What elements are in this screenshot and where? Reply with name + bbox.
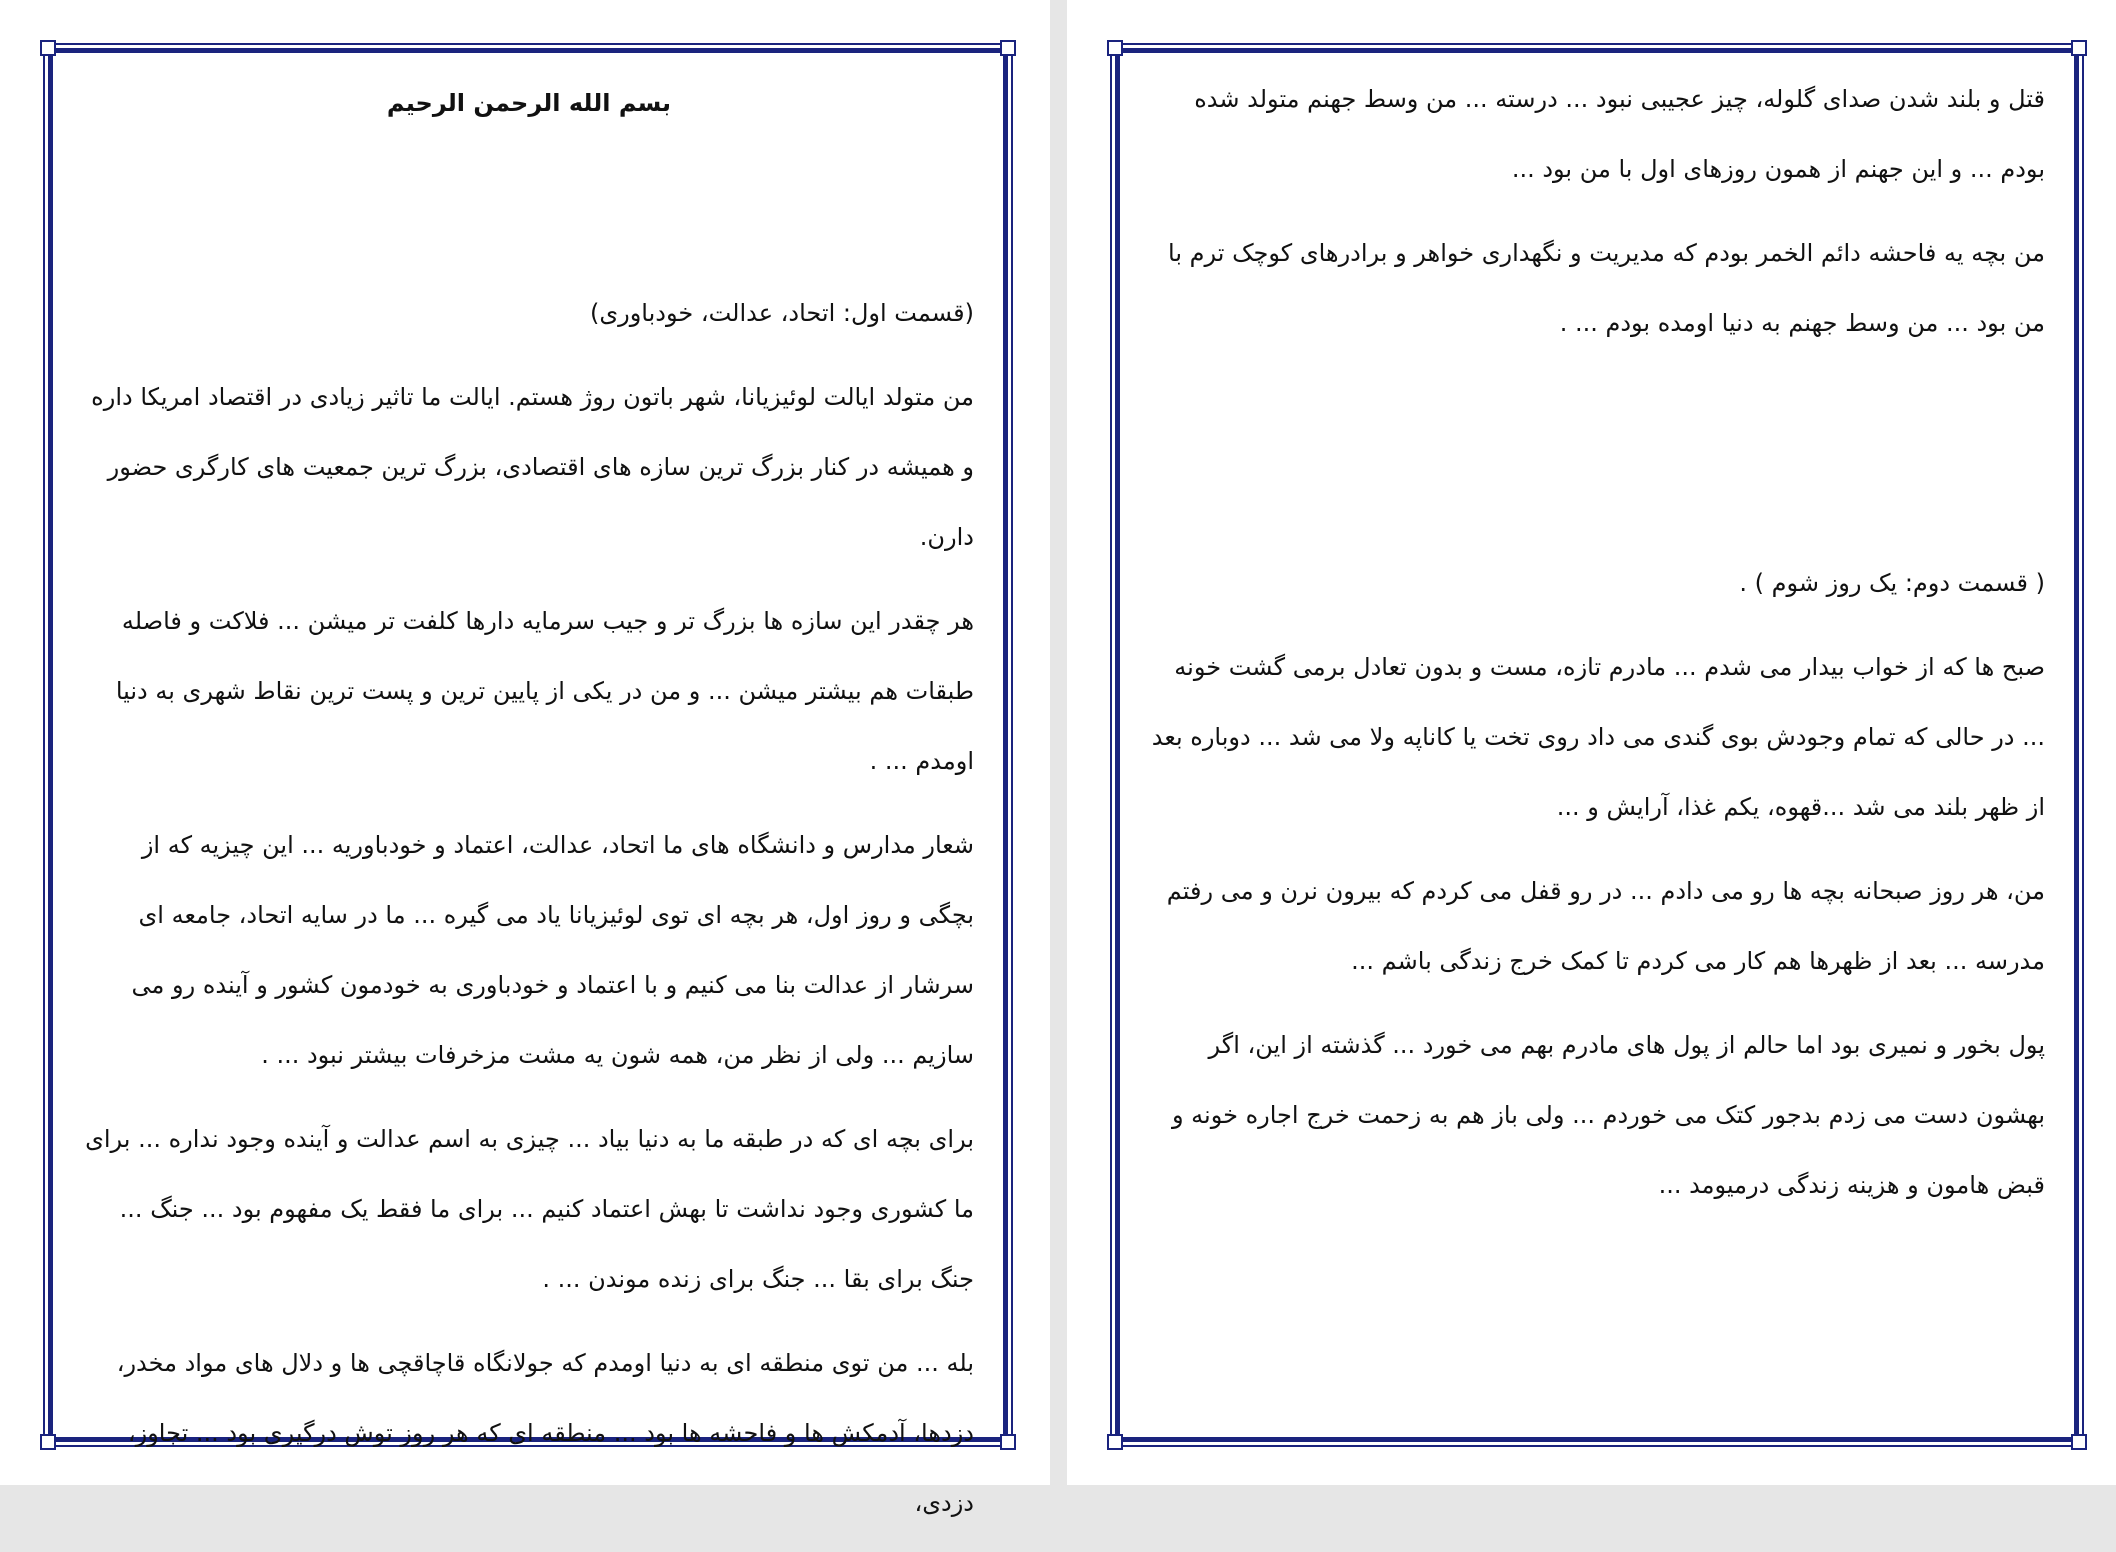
paragraph: صبح ها که از خواب بیدار می شدم ... مادرم تازه، مست و بدون تعادل برمی گشت خونه ... در حالی که تمام وجودش بوی گندی می داد روی تخت یا کاناپه ولا می شد ... دوباره بعد از ظهر بلند می شد ...قهوه، یکم غذا، آرایش و ...: [1151, 653, 2045, 821]
section-heading: ( قسمت دوم: یک روز شوم ) .: [1739, 569, 2045, 597]
document-title: بسم الله الرحمن الرحیم: [386, 89, 672, 117]
border-corner-ornament: [1000, 40, 1016, 56]
border-corner-ornament: [40, 1434, 56, 1450]
border-corner-ornament: [1107, 1434, 1123, 1450]
paragraph: قتل و بلند شدن صدای گلوله، چیز عجیبی نبود ... درسته ... من وسط جهنم متولد شده بودم ... و این جهنم از همون روزهای اول با من بود ...: [1194, 85, 2045, 183]
border-corner-ornament: [2071, 1434, 2087, 1450]
border-corner-ornament: [2071, 40, 2087, 56]
paragraph: برای بچه ای که در طبقه ما به دنیا بیاد ... چیزی به اسم عدالت و آینده وجود نداره ... برای ما کشوری وجود نداشت تا بهش اعتماد کنیم ... برای ما فقط یک مفهوم بود ... جنگ ... جنگ برای بقا ... جنگ برای زنده موندن ... .: [85, 1125, 974, 1293]
border-corner-ornament: [40, 40, 56, 56]
paragraph: شعار مدارس و دانشگاه های ما اتحاد، عدالت، اعتماد و خودباوریه ... این چیزیه که از بچگی و روز اول، هر بچه ای توی لوئیزیانا یاد می گیره ... ما در سایه اتحاد، جامعه ای سرشار از عدالت بنا می کنیم و با اعتماد و خودباوری به خودمون کشور و آینده رو می سازیم ... ولی از نظر من، همه شون یه مشت مزخرفات بیشتر نبود ... .: [131, 831, 974, 1069]
paragraph: من متولد ایالت لوئیزیانا، شهر باتون روژ هستم. ایالت ما تاثیر زیادی در اقتصاد امریکا داره و همیشه در کنار بزرگ ترین سازه های اقتصادی، بزرگ ترین جمعیت های کارگری حضور دارن.: [91, 383, 974, 551]
border-corner-ornament: [1107, 40, 1123, 56]
document-page-right: [1067, 0, 2116, 1485]
paragraph: پول بخور و نمیری بود اما حالم از پول های مادرم بهم می خورد ... گذشته از این، اگر بهشون دست می زدم بدجور کتک می خوردم ... ولی باز هم به زحمت خرج اجاره خونه و قبض هامون و هزینه زندگی درمیومد ...: [1171, 1031, 2045, 1199]
paragraph: هر چقدر این سازه ها بزرگ تر و جیب سرمایه دارها کلفت تر میشن ... فلاکت و فاصله طبقات هم بیشتر میشن ... و من در یکی از پایین ترین و پست ترین نقاط شهری به دنیا اومدم ... .: [115, 607, 974, 775]
page-text-area: [1145, 64, 2045, 1234]
page-text-area: [84, 68, 974, 1552]
paragraph: من، هر روز صبحانه بچه ها رو می دادم ... در رو قفل می کردم که بیرون نرن و می رفتم مدرسه ... بعد از ظهرها هم کار می کردم تا کمک خرج زندگی باشم ...: [1166, 877, 2045, 975]
section-heading: (قسمت اول: اتحاد، عدالت، خودباوری): [589, 299, 974, 327]
document-page-left: [0, 0, 1050, 1517]
paragraph: من بچه یه فاحشه دائم الخمر بودم که مدیریت و نگهداری خواهر و برادرهای کوچک ترم با من بود ... من وسط جهنم به دنیا اومده بودم ... .: [1168, 239, 2045, 337]
border-corner-ornament: [1000, 1434, 1016, 1450]
blank-space: [1145, 372, 2045, 548]
paragraph: بله ... من توی منطقه ای به دنیا اومدم که جولانگاه قاچاقچی ها و دلال های مواد مخدر، دزدها، آدمکش ها و فاحشه ها بود ... منطقه ای که هر روز توش درگیری بود ... تجاوز، دزدی،: [116, 1349, 974, 1517]
